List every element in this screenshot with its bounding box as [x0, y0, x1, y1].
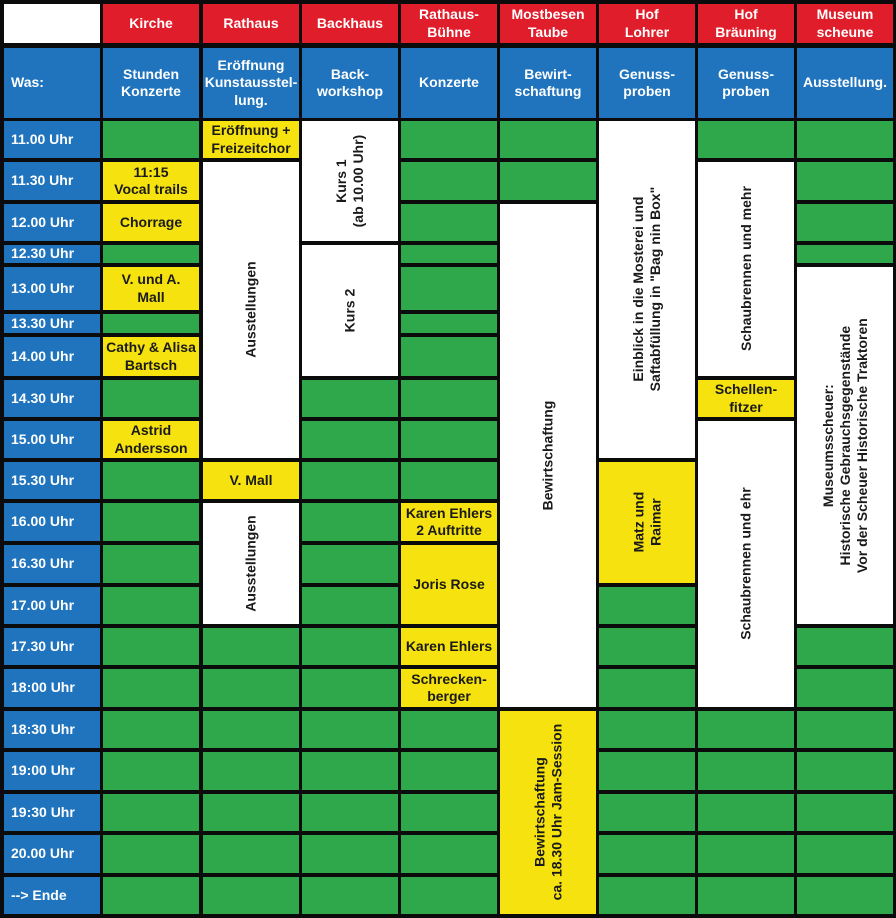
- empty-slot: [698, 711, 794, 748]
- empty-slot: [302, 587, 398, 624]
- empty-slot: [401, 835, 497, 873]
- empty-slot: [103, 503, 199, 541]
- venue-header: Hof Bräuning: [698, 4, 794, 43]
- empty-slot: [797, 794, 893, 831]
- event-block: Karen Ehlers: [401, 628, 497, 665]
- activity-header: Genuss- proben: [698, 48, 794, 118]
- activity-header: Stunden Konzerte: [103, 48, 199, 118]
- empty-slot: [203, 835, 299, 873]
- empty-slot: [203, 752, 299, 790]
- event-block: Cathy & Alisa Bartsch: [103, 337, 199, 376]
- event-label: Ausstellungen: [242, 515, 259, 612]
- event-label: Kurs 2: [341, 288, 358, 333]
- time-slot-label: 19:30 Uhr: [4, 794, 100, 831]
- empty-slot: [500, 162, 596, 200]
- event-label: Bewirtschaftung ca. 18.30 Uhr Jam-Session: [530, 724, 564, 901]
- empty-slot: [698, 121, 794, 158]
- empty-slot: [401, 337, 497, 376]
- activity-header: Back- workshop: [302, 48, 398, 118]
- empty-slot: [302, 628, 398, 665]
- empty-slot: [401, 380, 497, 417]
- empty-slot: [203, 628, 299, 665]
- empty-slot: [401, 314, 497, 333]
- empty-slot: [401, 462, 497, 499]
- empty-slot: [302, 421, 398, 458]
- time-slot-label: 15.00 Uhr: [4, 421, 100, 458]
- time-slot-label: 15.30 Uhr: [4, 462, 100, 499]
- empty-slot: [401, 162, 497, 200]
- empty-slot: [599, 669, 695, 707]
- time-slot-label: 16.30 Uhr: [4, 545, 100, 583]
- empty-slot: [599, 794, 695, 831]
- empty-slot: [599, 587, 695, 624]
- empty-slot: [797, 752, 893, 790]
- event-block: Joris Rose: [401, 545, 497, 624]
- empty-slot: [103, 380, 199, 417]
- time-slot-label: 12.00 Uhr: [4, 204, 100, 241]
- empty-slot: [500, 121, 596, 158]
- event-block: Karen Ehlers 2 Auftritte: [401, 503, 497, 541]
- empty-slot: [103, 669, 199, 707]
- time-slot-label: 16.00 Uhr: [4, 503, 100, 541]
- empty-slot: [302, 835, 398, 873]
- empty-slot: [599, 877, 695, 914]
- event-label: Schaubrennen und ehr: [737, 487, 754, 641]
- empty-slot: [103, 835, 199, 873]
- corner-cell: [4, 4, 100, 43]
- empty-slot: [401, 121, 497, 158]
- time-slot-label: 14.00 Uhr: [4, 337, 100, 376]
- empty-slot: [401, 877, 497, 914]
- event-block: [203, 162, 299, 458]
- empty-slot: [302, 877, 398, 914]
- event-block: [302, 245, 398, 376]
- empty-slot: [599, 628, 695, 665]
- time-slot-label: 19:00 Uhr: [4, 752, 100, 790]
- empty-slot: [103, 545, 199, 583]
- empty-slot: [599, 835, 695, 873]
- event-block: Chorrage: [103, 204, 199, 241]
- empty-slot: [401, 204, 497, 241]
- event-block: Schellen- fitzer: [698, 380, 794, 417]
- empty-slot: [797, 162, 893, 200]
- empty-slot: [302, 794, 398, 831]
- event-block: [599, 462, 695, 583]
- empty-slot: [103, 245, 199, 263]
- activity-header: Bewirt- schaftung: [500, 48, 596, 118]
- time-slot-label: 17.30 Uhr: [4, 628, 100, 665]
- venue-header: Kirche: [103, 4, 199, 43]
- empty-slot: [203, 669, 299, 707]
- empty-slot: [103, 877, 199, 914]
- empty-slot: [302, 545, 398, 583]
- empty-slot: [599, 752, 695, 790]
- event-label: Ausstellungen: [242, 261, 259, 359]
- empty-slot: [302, 711, 398, 748]
- event-block: Astrid Andersson: [103, 421, 199, 458]
- empty-slot: [698, 835, 794, 873]
- venue-header: Museum scheune: [797, 4, 893, 43]
- empty-slot: [599, 711, 695, 748]
- empty-slot: [797, 835, 893, 873]
- empty-slot: [698, 752, 794, 790]
- empty-slot: [203, 794, 299, 831]
- time-slot-label: 12.30 Uhr: [4, 245, 100, 263]
- empty-slot: [797, 204, 893, 241]
- empty-slot: [203, 877, 299, 914]
- empty-slot: [797, 245, 893, 263]
- empty-slot: [401, 245, 497, 263]
- activity-header: Genuss- proben: [599, 48, 695, 118]
- time-slot-label: 20.00 Uhr: [4, 835, 100, 873]
- event-block: [203, 503, 299, 624]
- empty-slot: [698, 877, 794, 914]
- empty-slot: [302, 752, 398, 790]
- empty-slot: [797, 121, 893, 158]
- empty-slot: [698, 794, 794, 831]
- empty-slot: [302, 503, 398, 541]
- time-slot-label: 11.00 Uhr: [4, 121, 100, 158]
- empty-slot: [401, 794, 497, 831]
- event-label: Einblick in die Mosterei und Saftabfüllung in "Bag nin Box": [629, 187, 664, 392]
- empty-slot: [797, 877, 893, 914]
- event-block: V. und A. Mall: [103, 267, 199, 310]
- time-slot-label: 14.30 Uhr: [4, 380, 100, 417]
- event-label: Schaubrennen und mehr: [737, 186, 754, 352]
- empty-slot: [302, 462, 398, 499]
- time-slot-label: --> Ende: [4, 877, 100, 914]
- event-block: [797, 267, 893, 624]
- row-header-label: Was:: [4, 48, 100, 118]
- empty-slot: [103, 794, 199, 831]
- venue-header: Backhaus: [302, 4, 398, 43]
- time-slot-label: 13.00 Uhr: [4, 267, 100, 310]
- empty-slot: [103, 462, 199, 499]
- venue-header: Rathaus- Bühne: [401, 4, 497, 43]
- empty-slot: [401, 421, 497, 458]
- event-block: [698, 421, 794, 707]
- time-slot-label: 18:30 Uhr: [4, 711, 100, 748]
- empty-slot: [103, 628, 199, 665]
- event-block: V. Mall: [203, 462, 299, 499]
- empty-slot: [203, 711, 299, 748]
- empty-slot: [797, 628, 893, 665]
- activity-header: Konzerte: [401, 48, 497, 118]
- empty-slot: [401, 267, 497, 310]
- event-label: Matz und Raimar: [629, 492, 663, 553]
- empty-slot: [797, 711, 893, 748]
- empty-slot: [103, 752, 199, 790]
- time-slot-label: 17.00 Uhr: [4, 587, 100, 624]
- empty-slot: [103, 711, 199, 748]
- time-slot-label: 18:00 Uhr: [4, 669, 100, 707]
- empty-slot: [302, 380, 398, 417]
- empty-slot: [103, 121, 199, 158]
- event-block: [302, 121, 398, 241]
- time-slot-label: 11.30 Uhr: [4, 162, 100, 200]
- event-block: [500, 204, 596, 707]
- empty-slot: [103, 314, 199, 333]
- event-block: [698, 162, 794, 376]
- empty-slot: [103, 587, 199, 624]
- venue-header: Hof Lohrer: [599, 4, 695, 43]
- event-block: 11:15 Vocal trails: [103, 162, 199, 200]
- venue-header: Rathaus: [203, 4, 299, 43]
- venue-header: Mostbesen Taube: [500, 4, 596, 43]
- event-block: Eröffnung + Freizeitchor: [203, 121, 299, 158]
- activity-header: Eröffnung Kunstausstel- lung.: [203, 48, 299, 118]
- event-label: Museumsscheuer: Historische Gebrauchsgegenstände Vor der Scheuer Historische Traktoren: [819, 318, 870, 573]
- empty-slot: [401, 711, 497, 748]
- empty-slot: [401, 752, 497, 790]
- event-label: Kurs 1 (ab 10.00 Uhr): [332, 134, 366, 228]
- empty-slot: [797, 669, 893, 707]
- event-block: [500, 711, 596, 914]
- event-label: Bewirtschaftung: [539, 400, 556, 511]
- empty-slot: [302, 669, 398, 707]
- event-block: [599, 121, 695, 458]
- event-block: Schrecken- berger: [401, 669, 497, 707]
- activity-header: Ausstellung.: [797, 48, 893, 118]
- time-slot-label: 13.30 Uhr: [4, 314, 100, 333]
